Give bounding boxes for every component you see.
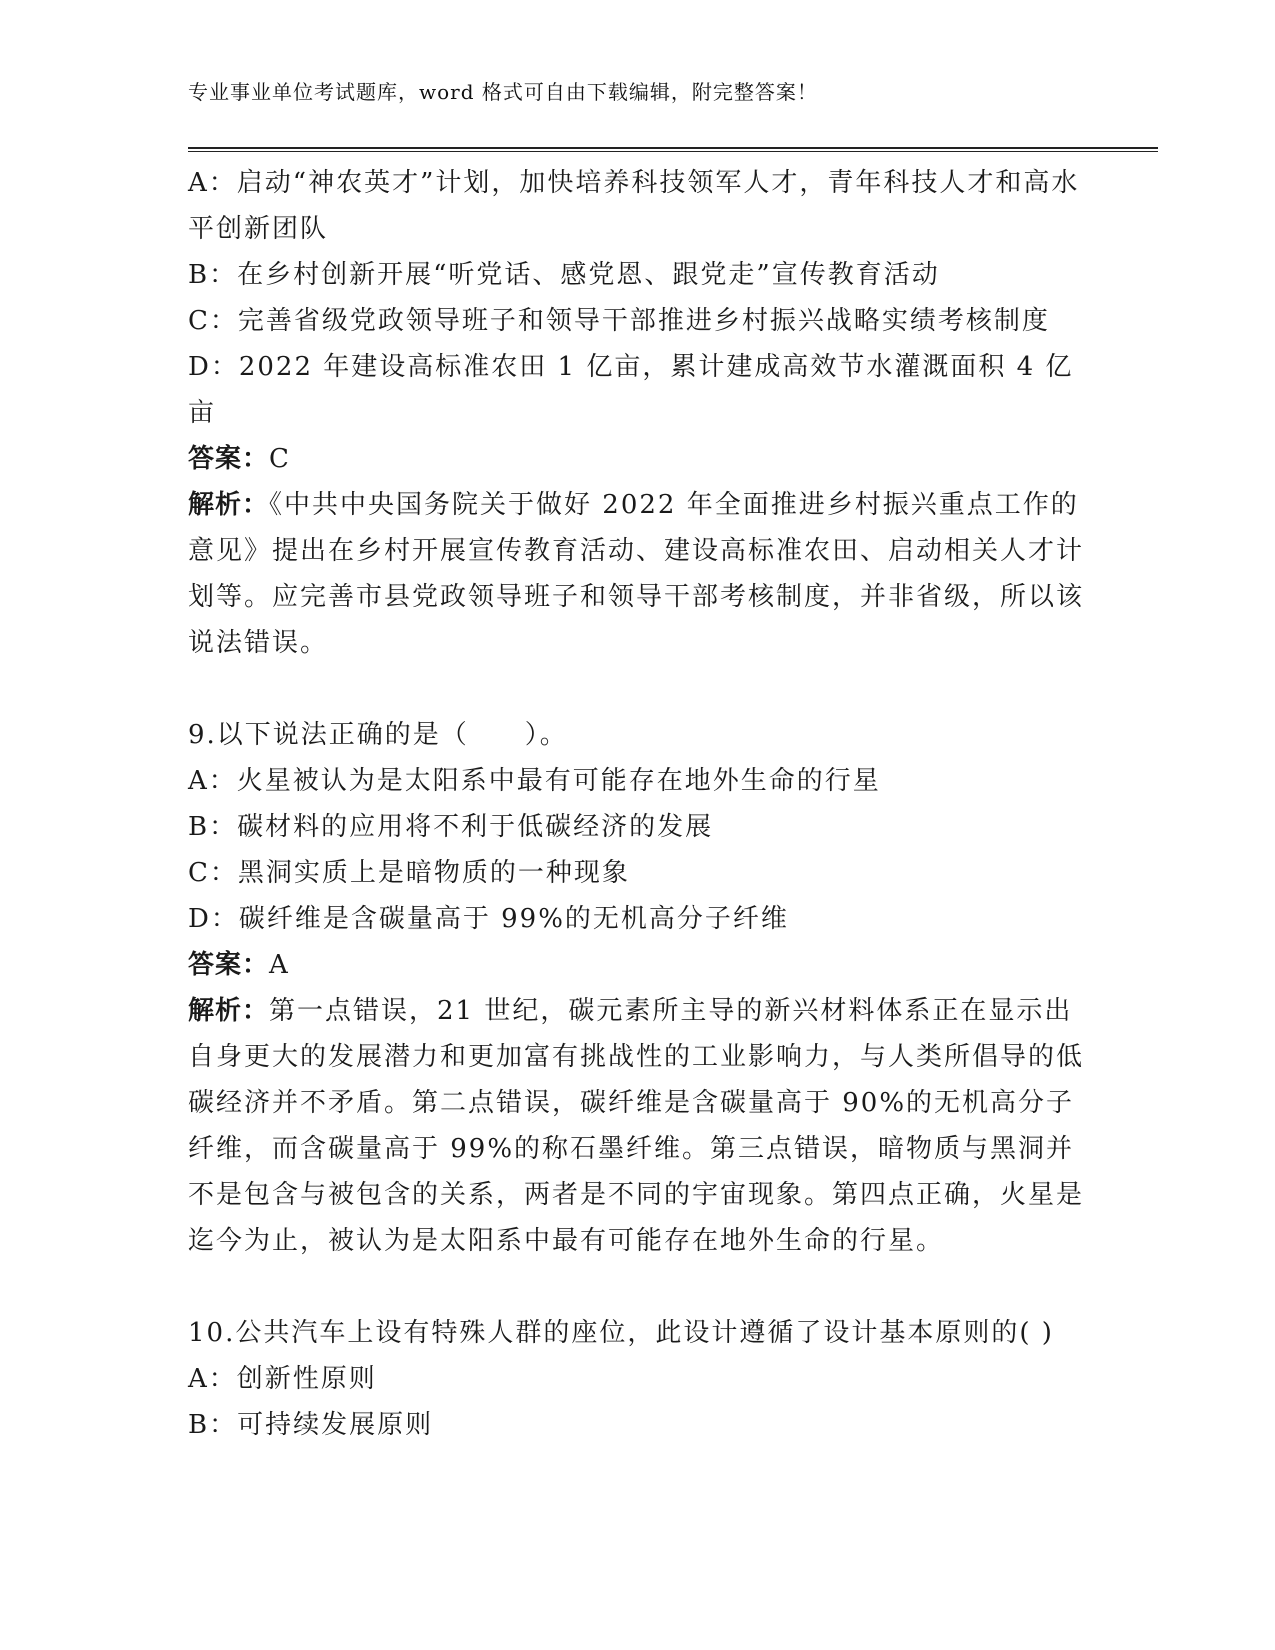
question-9-stem: 9.以下说法正确的是（ ）。 xyxy=(188,720,568,750)
analysis-label: 解析： xyxy=(188,996,270,1026)
analysis-text: 《中共中央国务院关于做好 2022 年全面推进乡村振兴重点工作的意见》提出在乡村开展宣传教育活动、建设高标准农田、启动相关人才计划等。应完善市县党政领导班子和领导干部考核制度，并非省级，所以该说法错误。 xyxy=(188,490,1085,658)
document-body xyxy=(188,160,1088,1448)
question-10-stem: 10.公共汽车上设有特殊人群的座位，此设计遵循了设计基本原则的( ) xyxy=(188,1318,1054,1348)
option-a: A：火星被认为是太阳系中最有可能存在地外生命的行星 xyxy=(188,766,881,796)
option-d: D：碳纤维是含碳量高于 99%的无机高分子纤维 xyxy=(188,904,789,934)
option-a: A：启动“神农英才”计划，加快培养科技领军人才，青年科技人才和高水平创新团队 xyxy=(188,168,1080,244)
option-b: B：在乡村创新开展“听党话、感党恩、跟党走”宣传教育活动 xyxy=(188,260,940,290)
header-divider xyxy=(188,147,1158,152)
answer-value: A xyxy=(269,950,290,980)
option-b: B：碳材料的应用将不利于低碳经济的发展 xyxy=(188,812,714,842)
spacer xyxy=(188,1264,1088,1310)
option-d: D：2022 年建设高标准农田 1 亿亩，累计建成高效节水灌溉面积 4 亿亩 xyxy=(188,352,1074,428)
answer-value: C xyxy=(269,444,291,474)
question-8-answer xyxy=(188,436,1088,482)
question-9-analysis xyxy=(188,988,1088,1264)
page-header: 专业事业单位考试题库，word 格式可自由下载编辑，附完整答案！ xyxy=(188,80,818,104)
option-c: C：黑洞实质上是暗物质的一种现象 xyxy=(188,858,630,888)
answer-label: 答案： xyxy=(188,950,270,980)
analysis-text: 第一点错误，21 世纪，碳元素所主导的新兴材料体系正在显示出自身更大的发展潜力和更加富有挑战性的工业影响力，与人类所倡导的低碳经济并不矛盾。第二点错误，碳纤维是含碳量高于 90%的无机高分子纤维，而含碳量高于 99%的称石墨纤维。第三点错误，暗物质与黑洞并不是包含与被包含的关系，两者是不同的宇宙现象。第四点正确，火星是迄今为止，被认为是太阳系中最有可能存在地外生命的行星。 xyxy=(188,996,1085,1256)
option-a: A：创新性原则 xyxy=(188,1364,377,1394)
option-c: C：完善省级党政领导班子和领导干部推进乡村振兴战略实绩考核制度 xyxy=(188,306,1050,336)
answer-label: 答案： xyxy=(188,444,270,474)
analysis-label: 解析： xyxy=(188,490,270,520)
question-8-options xyxy=(188,160,1088,436)
question-8-analysis xyxy=(188,482,1088,666)
question-9-answer xyxy=(188,942,1088,988)
question-10-options xyxy=(188,1356,1088,1448)
spacer xyxy=(188,666,1088,712)
question-9-options xyxy=(188,758,1088,942)
option-b: B：可持续发展原则 xyxy=(188,1410,434,1440)
